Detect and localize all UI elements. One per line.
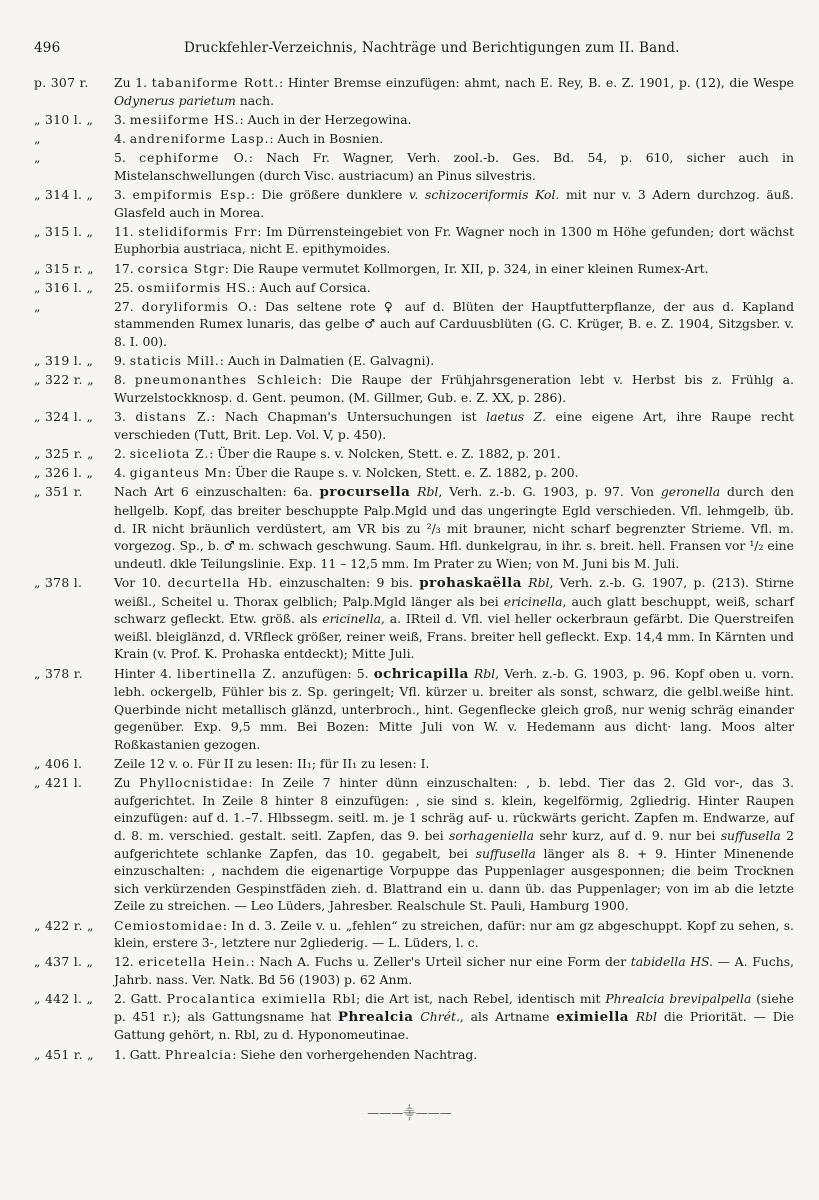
entry-text — [114, 371, 794, 406]
text-run: Zu — [114, 775, 140, 791]
taxon-name: Phyllocnistidae — [139, 775, 249, 791]
taxon-name: pneumonanthes Schleich — [134, 372, 318, 388]
entry-text — [114, 774, 794, 915]
species-name-bold: eximiella — [556, 1008, 629, 1025]
text-run: 12. — [114, 954, 139, 970]
text-run: (siehe p. 451 r.); als Gattungsname hat — [114, 991, 794, 1024]
entry-page-ref: „ 442 l. „ — [34, 991, 94, 1007]
errata-entry — [34, 298, 794, 351]
taxon-name: libertinella Z. — [177, 665, 277, 681]
text-run: 2 aufgerichtete schlanke Zapfen, das 10. gegabelt, bei — [114, 828, 795, 861]
text-run: 25. — [114, 279, 138, 295]
taxon-name: siceliota Z. — [129, 446, 210, 461]
text-run: Vor 10. — [114, 574, 168, 590]
entry-text — [114, 990, 794, 1044]
entry-page-ref: „ 319 l. „ — [34, 353, 94, 369]
errata-entry — [34, 464, 794, 482]
entry-page-ref: „ — [34, 130, 41, 146]
text-run: : Hinter Bremse einzufügen: ahmt, nach E. Rey, B. e. Z. 1901, p. (12), die Wespe — [279, 75, 794, 90]
italic-text: Phrealcia brevipalpella — [605, 991, 752, 1007]
text-run: : Auch in Bosnien. — [269, 130, 384, 146]
text-run: : Siehe den vorhergehenden Nachtrag. — [232, 1046, 478, 1062]
errata-entry — [34, 260, 794, 278]
text-run: : Das seltene rote ♀ auf d. Blüten der Hauptfutterpflanze, der aus d. Kapland stammenden Rumex lunaris, das gelbe ♂ auch auf Carduusblüten (G. C. Krüger, B. e. Z. 1904, Sitzgsber. v. 8. I. 00). — [114, 298, 794, 350]
species-name-bold: prohaskaëlla — [419, 574, 522, 591]
taxon-name: cephiforme O. — [139, 150, 249, 166]
text-run: Zu 1. — [114, 75, 152, 90]
text-run: ; die Art ist, nach Rebel, identisch mit — [356, 991, 606, 1007]
entry-text — [114, 755, 794, 773]
text-run: 27. — [114, 298, 142, 314]
italic-text: suffusella — [720, 828, 781, 844]
text-run: 2. Gatt. — [114, 991, 167, 1007]
text-run: 3. — [114, 409, 136, 425]
text-run: 4. — [114, 130, 130, 146]
entry-page-ref: „ 310 l. „ — [34, 111, 94, 127]
text-run: , als Artname — [459, 1008, 557, 1024]
italic-text: geronella — [660, 484, 721, 500]
italic-text: laetus Z. — [486, 409, 547, 425]
text-run: 17. — [114, 260, 138, 276]
text-run: : Auch in der Herzegowina. — [239, 111, 412, 127]
entry-page-ref: „ 324 l. „ — [34, 409, 94, 425]
text-run: : Auch auf Corsica. — [251, 279, 371, 295]
text-run: : Über die Raupe s. v. Nolcken, Stett. e. Z. 1882, p. 200. — [227, 465, 579, 481]
taxon-name: tabaniforme Rott. — [151, 75, 280, 90]
entry-text — [114, 917, 794, 952]
species-name-bold: procursella — [319, 484, 411, 501]
entry-page-ref: „ 351 r. — [34, 484, 83, 500]
errata-entry — [34, 74, 794, 109]
text-run: Hinter 4. — [114, 665, 178, 681]
text-run: 11. — [114, 223, 139, 239]
entry-text — [114, 408, 794, 443]
footer-ornament: ———⸎——— — [367, 1106, 452, 1120]
entry-text — [114, 574, 794, 663]
text-run: : Auch in Dalmatien (E. Galvagni). — [219, 353, 435, 369]
entry-text — [114, 130, 794, 148]
entry-text — [114, 953, 794, 988]
text-run: : Die Raupe der Frühjahrsgeneration lebt v. Herbst bis z. Frühlg a. Wurzelstockknosp. d. Gent. peumon. (M. Gillmer, Gub. e. Z. XX, p. 286). — [114, 372, 794, 406]
text-run: , auch glatt beschuppt, weiß, scharf schwarz gefleckt. Etw. größ. als — [114, 593, 794, 627]
taxon-name: ericetella Hein. — [138, 954, 251, 970]
entry-page-ref: „ 315 l. „ — [34, 223, 94, 239]
text-run: : Die Raupe vermutet Kollmorgen, Ir. XII, p. 324, in einer kleinen Rumex-Art. — [224, 260, 709, 276]
errata-entry — [34, 186, 794, 221]
text-run: Zeile 12 v. o. Für II zu lesen: II₁; für II₁ zu lesen: I. — [114, 756, 430, 772]
text-run: , Verh. z.-b. G. 1903, p. 96. Kopf oben u. vorn. lebh. ockergelb, Fühler bis z. Sp. geringelt; Vfl. kürzer u. breiter als sonst, schwarz, die gelbl.weiße hint. Querbinde nicht metallisch glänzd, unterbroch., hint. Gegenflecke gleich groß, nur wenig schräg einander gegenüber. Exp. 9,5 mm. Bei Bozen: Mitte Juli von W. v. Hedemann aus dicht· lang. Moos alter Roßkastanien gezogen. — [114, 665, 795, 752]
errata-entry — [34, 149, 794, 184]
entry-text — [114, 352, 794, 370]
taxon-name: Phrealcia — [164, 1046, 233, 1062]
italic-text: suffusella — [475, 845, 536, 861]
entry-page-ref: „ 315 r. „ — [34, 260, 94, 276]
entry-page-ref: „ — [34, 298, 41, 314]
text-run: Nach Art 6 einzuschalten: 6a. — [114, 484, 320, 500]
errata-entry — [34, 111, 794, 129]
errata-entry — [34, 130, 794, 148]
entry-text — [114, 464, 794, 482]
taxon-name: giganteus Mn — [129, 465, 228, 481]
taxon-name: Cemiostomidae — [114, 917, 223, 933]
errata-entry — [34, 445, 794, 463]
italic-text: Rbl — [473, 665, 496, 681]
entry-text — [114, 149, 794, 184]
text-run: sehr kurz, auf d. 9. nur bei — [534, 828, 721, 844]
italic-text: Rbl — [528, 574, 550, 590]
text-run: anzufügen: 5. — [276, 665, 374, 681]
entry-page-ref: „ 316 l. „ — [34, 279, 94, 295]
errata-entry — [34, 371, 794, 406]
italic-text: Rbl — [417, 484, 439, 500]
entry-page-ref: „ 422 r. „ — [34, 917, 94, 933]
taxon-name: corsica Stgr — [137, 260, 225, 276]
entry-text — [114, 260, 794, 278]
taxon-name: stelidiformis Frr — [138, 223, 258, 239]
errata-list — [34, 74, 794, 1065]
text-run: 8. — [114, 372, 135, 388]
text-run: einzuschalten: 9 bis. — [272, 574, 420, 590]
errata-entry — [34, 990, 794, 1044]
text-run: die Priorität. — Die Gattung gehört, n. Rbl, zu d. Hyponomeutinae. — [114, 1008, 794, 1043]
errata-entry — [34, 483, 794, 572]
errata-entry — [34, 352, 794, 370]
entry-page-ref: „ 421 l. — [34, 775, 83, 791]
italic-text: Chrét. — [420, 1008, 460, 1024]
entry-page-ref: „ 314 l. „ — [34, 186, 94, 202]
entry-page-ref: „ 378 r. — [34, 665, 83, 681]
text-run: 5. — [114, 150, 140, 166]
text-run: , Verh. z.-b. G. 1903, p. 97. Von — [438, 484, 661, 500]
text-run: : Über die Raupe s. v. Nolcken, Stett. e. Z. 1882, p. 201. — [209, 446, 561, 461]
errata-entry — [34, 917, 794, 952]
taxon-name: decurtella Hb. — [167, 574, 273, 590]
species-name-bold: ochricapilla — [373, 665, 469, 682]
page-title: Druckfehler-Verzeichnis, Nachträge und Berichtigungen zum II. Band. — [184, 40, 680, 56]
entry-page-ref: „ 451 r. „ — [34, 1046, 94, 1062]
taxon-name: Procalantica eximiella Rbl — [166, 991, 357, 1007]
errata-entry — [34, 953, 794, 988]
taxon-name: staticis Mill. — [129, 353, 220, 369]
errata-entry — [34, 574, 794, 663]
text-run: 2. — [114, 446, 130, 461]
entry-text — [114, 111, 794, 129]
taxon-name: doryliformis O. — [141, 298, 253, 314]
taxon-name: osmiiformis HS. — [137, 279, 252, 295]
entry-text — [114, 279, 794, 297]
entry-page-ref: „ 406 l. — [34, 756, 83, 772]
entry-text — [114, 1046, 794, 1064]
text-run: , a. IRteil d. Vfl. viel heller ockerbraun gefärbt. Die Querstreifen weißl. bleiglänzd, d. VRfleck größer, reiner weiß, Frans. breiter hell gefleckt. Exp. 14,4 mm. In Kärnten und Krain (v. Prof. K. Prohaska entdeckt); Mitte Juli. — [114, 611, 795, 662]
entry-page-ref: „ 326 l. „ — [34, 465, 94, 481]
text-run: mit nur v. 3 Adern durchzog. äuß. Glasfeld auch in Morea. — [114, 186, 794, 220]
italic-text: Odynerus parietum — [114, 92, 236, 108]
errata-entry — [34, 755, 794, 773]
taxon-name: andreniforme Lasp. — [129, 130, 270, 146]
entry-page-ref: p. 307 r. — [34, 75, 89, 90]
errata-entry — [34, 279, 794, 297]
errata-entry — [34, 408, 794, 443]
text-run: : Nach Fr. Wagner, Verh. zool.-b. Ges. Bd. 54, p. 610, sicher auch in Mistelanschwellungen (durch Visc. austriacum) an Pinus silvestris. — [114, 150, 794, 183]
errata-entry — [34, 665, 794, 754]
italic-text: tabidella HS. — [630, 954, 714, 970]
errata-entry — [34, 774, 794, 915]
entry-page-ref: „ 322 r. „ — [34, 372, 94, 388]
entry-text — [114, 74, 794, 109]
text-run: , Verh. z.-b. G. 1907, p. (213). Stirne weißl., Scheitel u. Thorax gelblich; Palp.Mgld länger als bei — [114, 574, 794, 609]
text-run: — A. Fuchs, Jahrb. nass. Ver. Natk. Bd 56 (1903) p. 62 Anm. — [114, 954, 794, 987]
text-run: nach. — [235, 92, 275, 108]
entry-page-ref: „ 325 r. „ — [34, 446, 94, 461]
entry-text — [114, 665, 794, 754]
italic-text: Rbl — [635, 1008, 658, 1024]
text-run: durch den hellgelb. Kopf, das breiter beschuppte Palp.Mgld und das ungeringte Egld verschieden. Vfl. lehmgelb, üb. d. IR nicht bräunlich verdüstert, am VR bis zu ²/₃ mit brauner, nicht scharf begrenzter Strieme. Vfl. m. vorgezog. Sp., b. ♂ m. schwach geschwung. Saum. Hfl. dunkelgrau, in ihr. s. breit. hell. Fransen vor ¹/₂ eine undeutl. dkle Teilungslinie. Exp. 11 – 12,5 mm. Im Prater zu Wien; von M. Juni bis M. Juli. — [114, 484, 794, 571]
taxon-name: mesiiforme HS. — [129, 111, 240, 127]
entry-text — [114, 445, 794, 463]
species-name-bold: Phrealcia — [337, 1008, 414, 1025]
text-run — [629, 1009, 636, 1024]
text-run: 3. — [114, 111, 130, 127]
text-run: 9. — [114, 353, 130, 369]
text-run: : Nach A. Fuchs u. Zeller's Urteil sicher nur eine Form der — [250, 954, 631, 970]
taxon-name: empiformis Esp. — [132, 186, 251, 202]
text-run: 4. — [114, 465, 130, 481]
italic-text: v. schizoceriformis Kol. — [408, 186, 560, 202]
errata-entry — [34, 223, 794, 258]
text-run: : In Zeile 7 hinter dünn einzuschalten: , b. lebd. Tier das 2. Gld vor-, das 3. aufgerichtet. In Zeile 8 hinter 8 einzufügen: , sie sind s. klein, kegelförmig, 2gliedrig. Hinter Raupen einzufügen: auf d. 1.–7. Hlbssegm. seitl. m. je 1 schräg auf- u. rückwärts gericht. Zapfen m. Endwarze, auf d. 8. m. verschied. gestalt. seitl. Zapfen, das 9. bei — [114, 775, 795, 844]
entry-page-ref: „ — [34, 150, 41, 166]
page-number: 496 — [34, 40, 61, 56]
entry-page-ref: „ 437 l. „ — [34, 954, 94, 970]
text-run: 1. Gatt. — [114, 1046, 165, 1062]
entry-text — [114, 223, 794, 258]
entry-text — [114, 186, 794, 221]
text-run: : Die größere dunklere — [250, 186, 409, 202]
text-run: länger als 8. + 9. Hinter Minenende einzuschalten: , nachdem die eigenartige Vorpuppe das Puppenlager ausgesponnen; die beim Trocknen sich verkürzenden Gespinstfäden zieh. d. Blattrand ein u. dann üb. das Puppenlager; von im ab die letzte Zeile zu streichen. — Leo Lüders, Jahresber. Realschule St. Pauli, Hamburg 1900. — [114, 845, 794, 914]
text-run: : In d. 3. Zeile v. u. „fehlen“ zu streichen, dafür: nur am gz abgeschuppt. Kopf zu sehen, s. klein, erstere 3-, letztere nur 2gliederig. — L. Lüders, l. c. — [114, 917, 794, 951]
italic-text: ericinella — [322, 611, 382, 627]
text-run: eine eigene Art, ihre Raupe recht verschieden (Tutt, Brit. Lep. Vol. V, p. 450). — [114, 409, 794, 442]
entry-text — [114, 483, 794, 572]
italic-text: sorhageniella — [449, 828, 535, 844]
errata-entry — [34, 1046, 794, 1064]
text-run: : Im Dürrensteingebiet von Fr. Wagner noch in 1300 m Höhe gefunden; dort wächst Euphorbia austriaca, nicht E. epithymoides. — [114, 223, 794, 257]
entry-page-ref: „ 378 l. — [34, 574, 83, 590]
text-run: : Nach Chapman's Untersuchungen ist — [211, 409, 487, 425]
text-run: 3. — [114, 186, 133, 202]
italic-text: ericinella — [503, 593, 563, 609]
taxon-name: distans Z. — [135, 409, 212, 425]
entry-text — [114, 298, 794, 351]
